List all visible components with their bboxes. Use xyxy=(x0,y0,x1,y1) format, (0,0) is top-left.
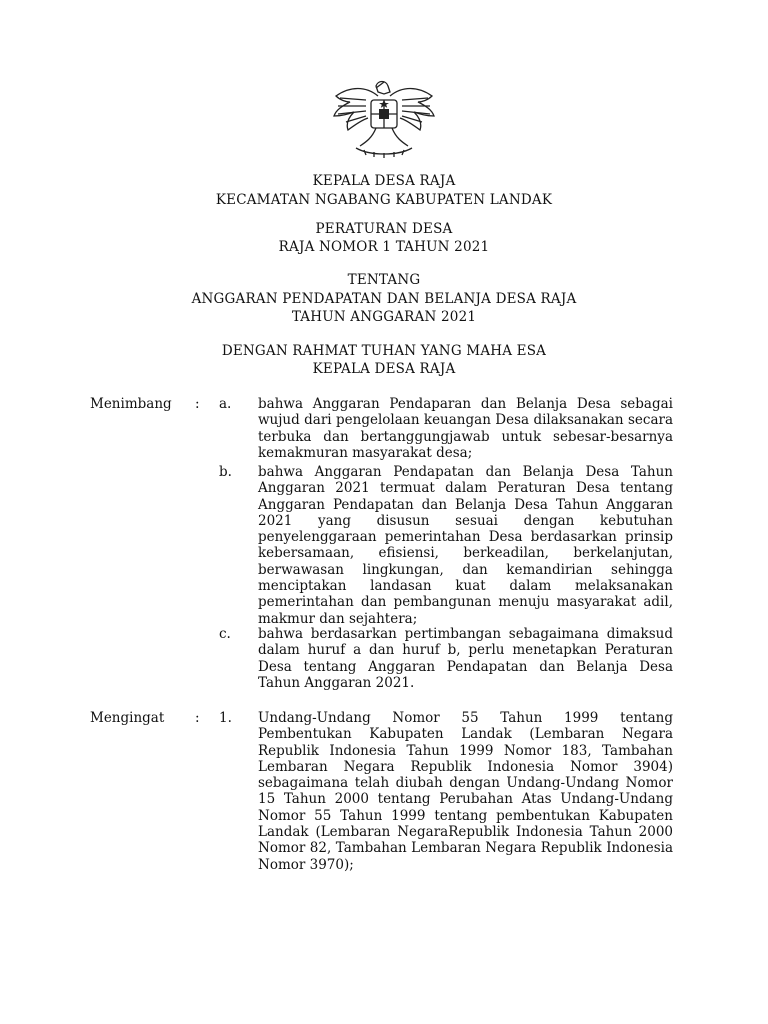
item-marker: 1. xyxy=(219,710,232,726)
header-line-9: KEPALA DESA RAJA xyxy=(312,361,456,377)
header-line-5: TENTANG xyxy=(347,272,421,288)
item-text: bahwa berdasarkan pertimbangan sebagaimana dimaksud dalam huruf a dan huruf b, perlu menetapkan Peraturan Desa tentang Anggaran Pendapatan dan Belanja Desa Tahun Anggaran 2021. xyxy=(258,626,673,691)
item-marker: a. xyxy=(219,396,232,412)
header-line-3: PERATURAN DESA xyxy=(315,221,453,237)
item-marker: c. xyxy=(219,626,231,642)
garuda-emblem xyxy=(326,76,442,160)
header-line-8: DENGAN RAHMAT TUHAN YANG MAHA ESA xyxy=(221,343,547,359)
mengingat-colon: : xyxy=(195,710,200,726)
item-text: Undang-Undang Nomor 55 Tahun 1999 tentang Pembentukan Kabupaten Landak (Lembaran Negara Republik Indonesia Tahun 1999 Nomor 183, Tambahan Lembaran Negara Republik Indonesia Nomor 3904) sebagaimana telah diubah dengan Undang-Undang Nomor 15 Tahun 2000 tentang Perubahan Atas Undang-Undang Nomor 55 Tahun 1999 tentang pembentukan Kabupaten Landak (Lembaran NegaraRepublik Indonesia Tahun 2000 Nomor 82, Tambahan Lembaran Negara Republik Indonesia Nomor 3970); xyxy=(258,710,673,873)
menimbang-label: Menimbang xyxy=(90,396,172,412)
header-line-7: TAHUN ANGGARAN 2021 xyxy=(291,309,477,325)
menimbang-colon: : xyxy=(195,396,200,412)
header-line-1: KEPALA DESA RAJA xyxy=(312,173,456,189)
header-line-6: ANGGARAN PENDAPATAN DAN BELANJA DESA RAJA xyxy=(191,291,577,307)
mengingat-label: Mengingat xyxy=(90,710,165,726)
item-text: bahwa Anggaran Pendaparan dan Belanja Desa sebagai wujud dari pengelolaan keuangan Desa dilaksanakan secara terbuka dan bertanggungjawab untuk sebesar-besarnya kemakmuran masyarakat desa; xyxy=(258,396,673,461)
item-text: bahwa Anggaran Pendapatan dan Belanja Desa Tahun Anggaran 2021 termuat dalam Peraturan Desa tentang Anggaran Pendapatan dan Belanja Desa Tahun Anggaran 2021 yang disusun sesuai dengan kebutuhan penyelenggaraan pemerintahan Desa berdasarkan prinsip kebersamaan, efisiensi, berkeadilan, berkelanjutan, berwawasan lingkungan, dan kemandirian sehingga menciptakan landasan kuat dalam melaksanakan pemerintahan dan pembangunan menuju masyarakat adil, makmur dan sejahtera; xyxy=(258,464,673,627)
header-line-4: RAJA NOMOR 1 TAHUN 2021 xyxy=(278,239,490,255)
header-line-2: KECAMATAN NGABANG KABUPATEN LANDAK xyxy=(215,192,553,208)
item-marker: b. xyxy=(219,464,232,480)
